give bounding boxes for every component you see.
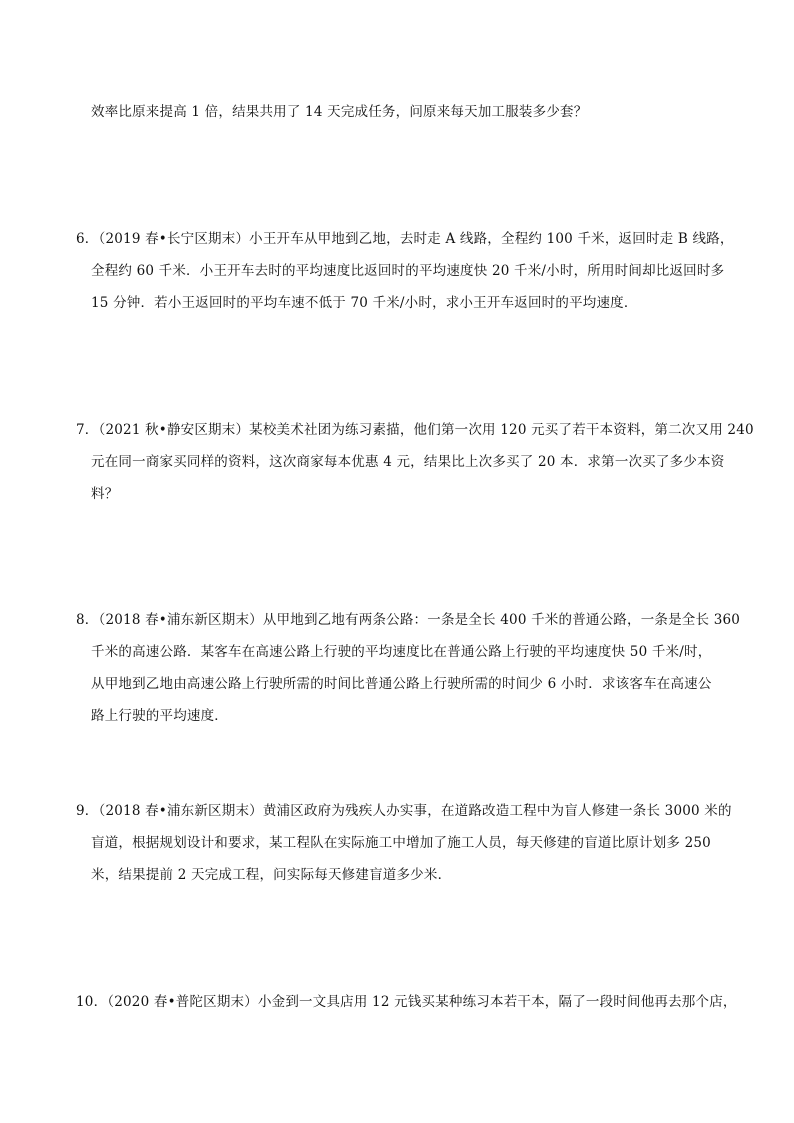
problem-6-line-2: 全程约 60 千米．小王开车去时的平均速度比返回时的平均速度快 20 千米/小时，所用时间却比返回时多 — [91, 263, 725, 279]
problem-9-line-3-row — [91, 865, 451, 885]
problem-9-line-2-row — [91, 833, 711, 853]
problem-8-line-4-row — [91, 706, 228, 726]
problem-6-line-2-row — [91, 261, 724, 281]
problem-8 — [76, 610, 740, 630]
problem-10 — [76, 992, 737, 1012]
problem-6 — [76, 229, 734, 249]
problem-10-number: 10． — [76, 994, 108, 1010]
problem-9-number: 9． — [76, 803, 99, 819]
problem-7-line-2-row — [91, 452, 724, 472]
problem-5-line-1: 效率比原来提高 1 倍，结果共用了 14 天完成任务，问原来每天加工服装多少套？ — [91, 104, 588, 120]
problem-10-line-1: （2020 春•普陀区期末）小金到一文具店用 12 元钱买某种练习本若干本，隔了一段时间他再去那个店， — [107, 994, 737, 1010]
problem-5-continued — [91, 102, 587, 122]
problem-9-line-3: 米，结果提前 2 天完成工程，问实际每天修建盲道多少米． — [91, 867, 452, 883]
problem-9 — [76, 801, 732, 821]
problem-9-line-1: （2018 春•浦东新区期末）黄浦区政府为残疾人办实事，在道路改造工程中为盲人修建一条长 3000 米的 — [98, 803, 732, 819]
problem-7-number: 7． — [76, 422, 99, 438]
problem-9-line-2: 盲道，根据规划设计和要求，某工程队在实际施工中增加了施工人员，每天修建的盲道比原计划多 250 — [91, 835, 711, 851]
problem-6-line-1: （2019 春•长宁区期末）小王开车从甲地到乙地，去时走 A 线路，全程约 100 千米，返回时走 B 线路， — [98, 231, 734, 247]
problem-7-line-3: 料？ — [91, 486, 119, 502]
problem-6-number: 6． — [76, 231, 99, 247]
problem-8-line-1: （2018 春•浦东新区期末）从甲地到乙地有两条公路：一条是全长 400 千米的普通公路，一条是全长 360 — [98, 612, 741, 628]
problem-7-line-3-row — [91, 484, 118, 504]
problem-8-line-2: 千米的高速公路．某客车在高速公路上行驶的平均速度比在普通公路上行驶的平均速度快 50 千米/时， — [91, 644, 712, 660]
problem-8-line-2-row — [91, 642, 711, 662]
problem-8-line-3: 从甲地到乙地由高速公路上行驶所需的时间比普通公路上行驶所需的时间少 6 小时．求该客车在高速公 — [91, 676, 712, 692]
problem-7-line-2: 元在同一商家买同样的资料，这次商家每本优惠 4 元，结果比上次多买了 20 本．求第一次买了多少本资 — [91, 454, 725, 470]
problem-7 — [76, 420, 754, 440]
problem-8-line-3-row — [91, 674, 712, 694]
problem-7-line-1: （2021 秋•静安区期末）某校美术社团为练习素描，他们第一次用 120 元买了若干本资料，第二次又用 240 — [98, 422, 754, 438]
problem-8-line-4: 路上行驶的平均速度． — [91, 708, 228, 724]
problem-6-line-3-row — [91, 293, 638, 313]
problem-8-number: 8． — [76, 612, 99, 628]
problem-6-line-3: 15 分钟．若小王返回时的平均车速不低于 70 千米/小时，求小王开车返回时的平均速度． — [91, 295, 638, 311]
